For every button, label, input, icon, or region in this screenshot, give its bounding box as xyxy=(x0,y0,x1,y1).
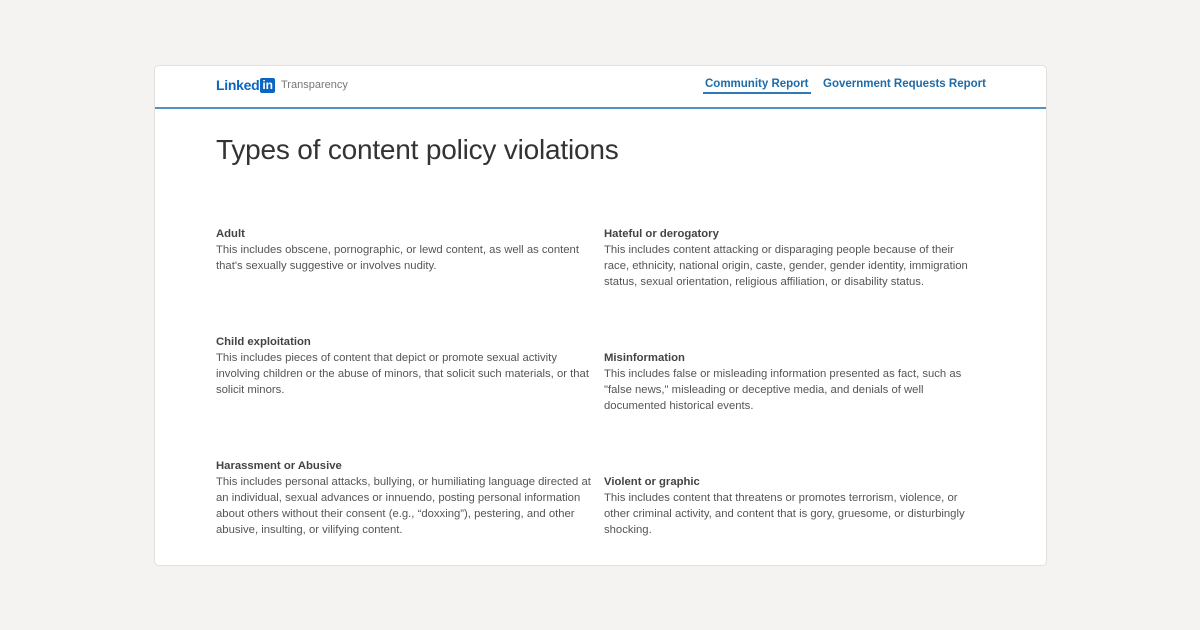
violation-hateful xyxy=(604,226,979,290)
item-heading: Hateful or derogatory xyxy=(604,228,719,240)
item-heading: Violent or graphic xyxy=(604,476,700,488)
violation-violent xyxy=(604,474,979,538)
violation-adult xyxy=(216,226,591,274)
linkedin-transparency-logo[interactable] xyxy=(216,77,348,93)
item-text: This includes false or misleading information presented as fact, such as "false news," misleading or deceptive media, and denials of well documented historical events. xyxy=(604,368,962,412)
item-text: This includes content that threatens or promotes terrorism, violence, or other criminal activity, and content that is gory, gruesome, or disturbingly shocking. xyxy=(604,492,965,536)
page-title: Types of content policy violations xyxy=(216,134,619,165)
section-label: Transparency xyxy=(281,79,348,91)
item-text: This includes personal attacks, bullying, or humiliating language directed at an individual, sexual advances or innuendo, posting personal information about others without their consent (e.g., “doxxing”), pestering, and other abusive, insulting, or vilifying content. xyxy=(216,476,591,536)
violation-misinformation xyxy=(604,350,979,414)
content-card xyxy=(154,65,1047,566)
item-heading: Child exploitation xyxy=(216,336,311,348)
item-heading: Harassment or Abusive xyxy=(216,460,342,472)
linkedin-in-icon: in xyxy=(262,77,273,92)
top-nav-bar xyxy=(155,66,1046,109)
item-heading: Adult xyxy=(216,228,245,240)
nav-government-requests-report[interactable]: Government Requests Report xyxy=(823,78,986,90)
nav-community-report[interactable]: Community Report xyxy=(703,78,811,94)
violation-child-exploitation xyxy=(216,334,591,398)
logo-text: Linked xyxy=(216,77,260,93)
item-text: This includes pieces of content that depict or promote sexual activity involving children or the abuse of minors, that solicit such materials, or that solicit minors. xyxy=(216,352,589,396)
item-text: This includes content attacking or disparaging people because of their race, ethnicity, national origin, caste, gender, gender identity, immigration status, sexual orientation, religious affiliation, or disability status. xyxy=(604,244,968,288)
violation-harassment xyxy=(216,458,591,538)
item-heading: Misinformation xyxy=(604,352,685,364)
item-text: This includes obscene, pornographic, or lewd content, as well as content that's sexually suggestive or involves nudity. xyxy=(216,244,579,272)
